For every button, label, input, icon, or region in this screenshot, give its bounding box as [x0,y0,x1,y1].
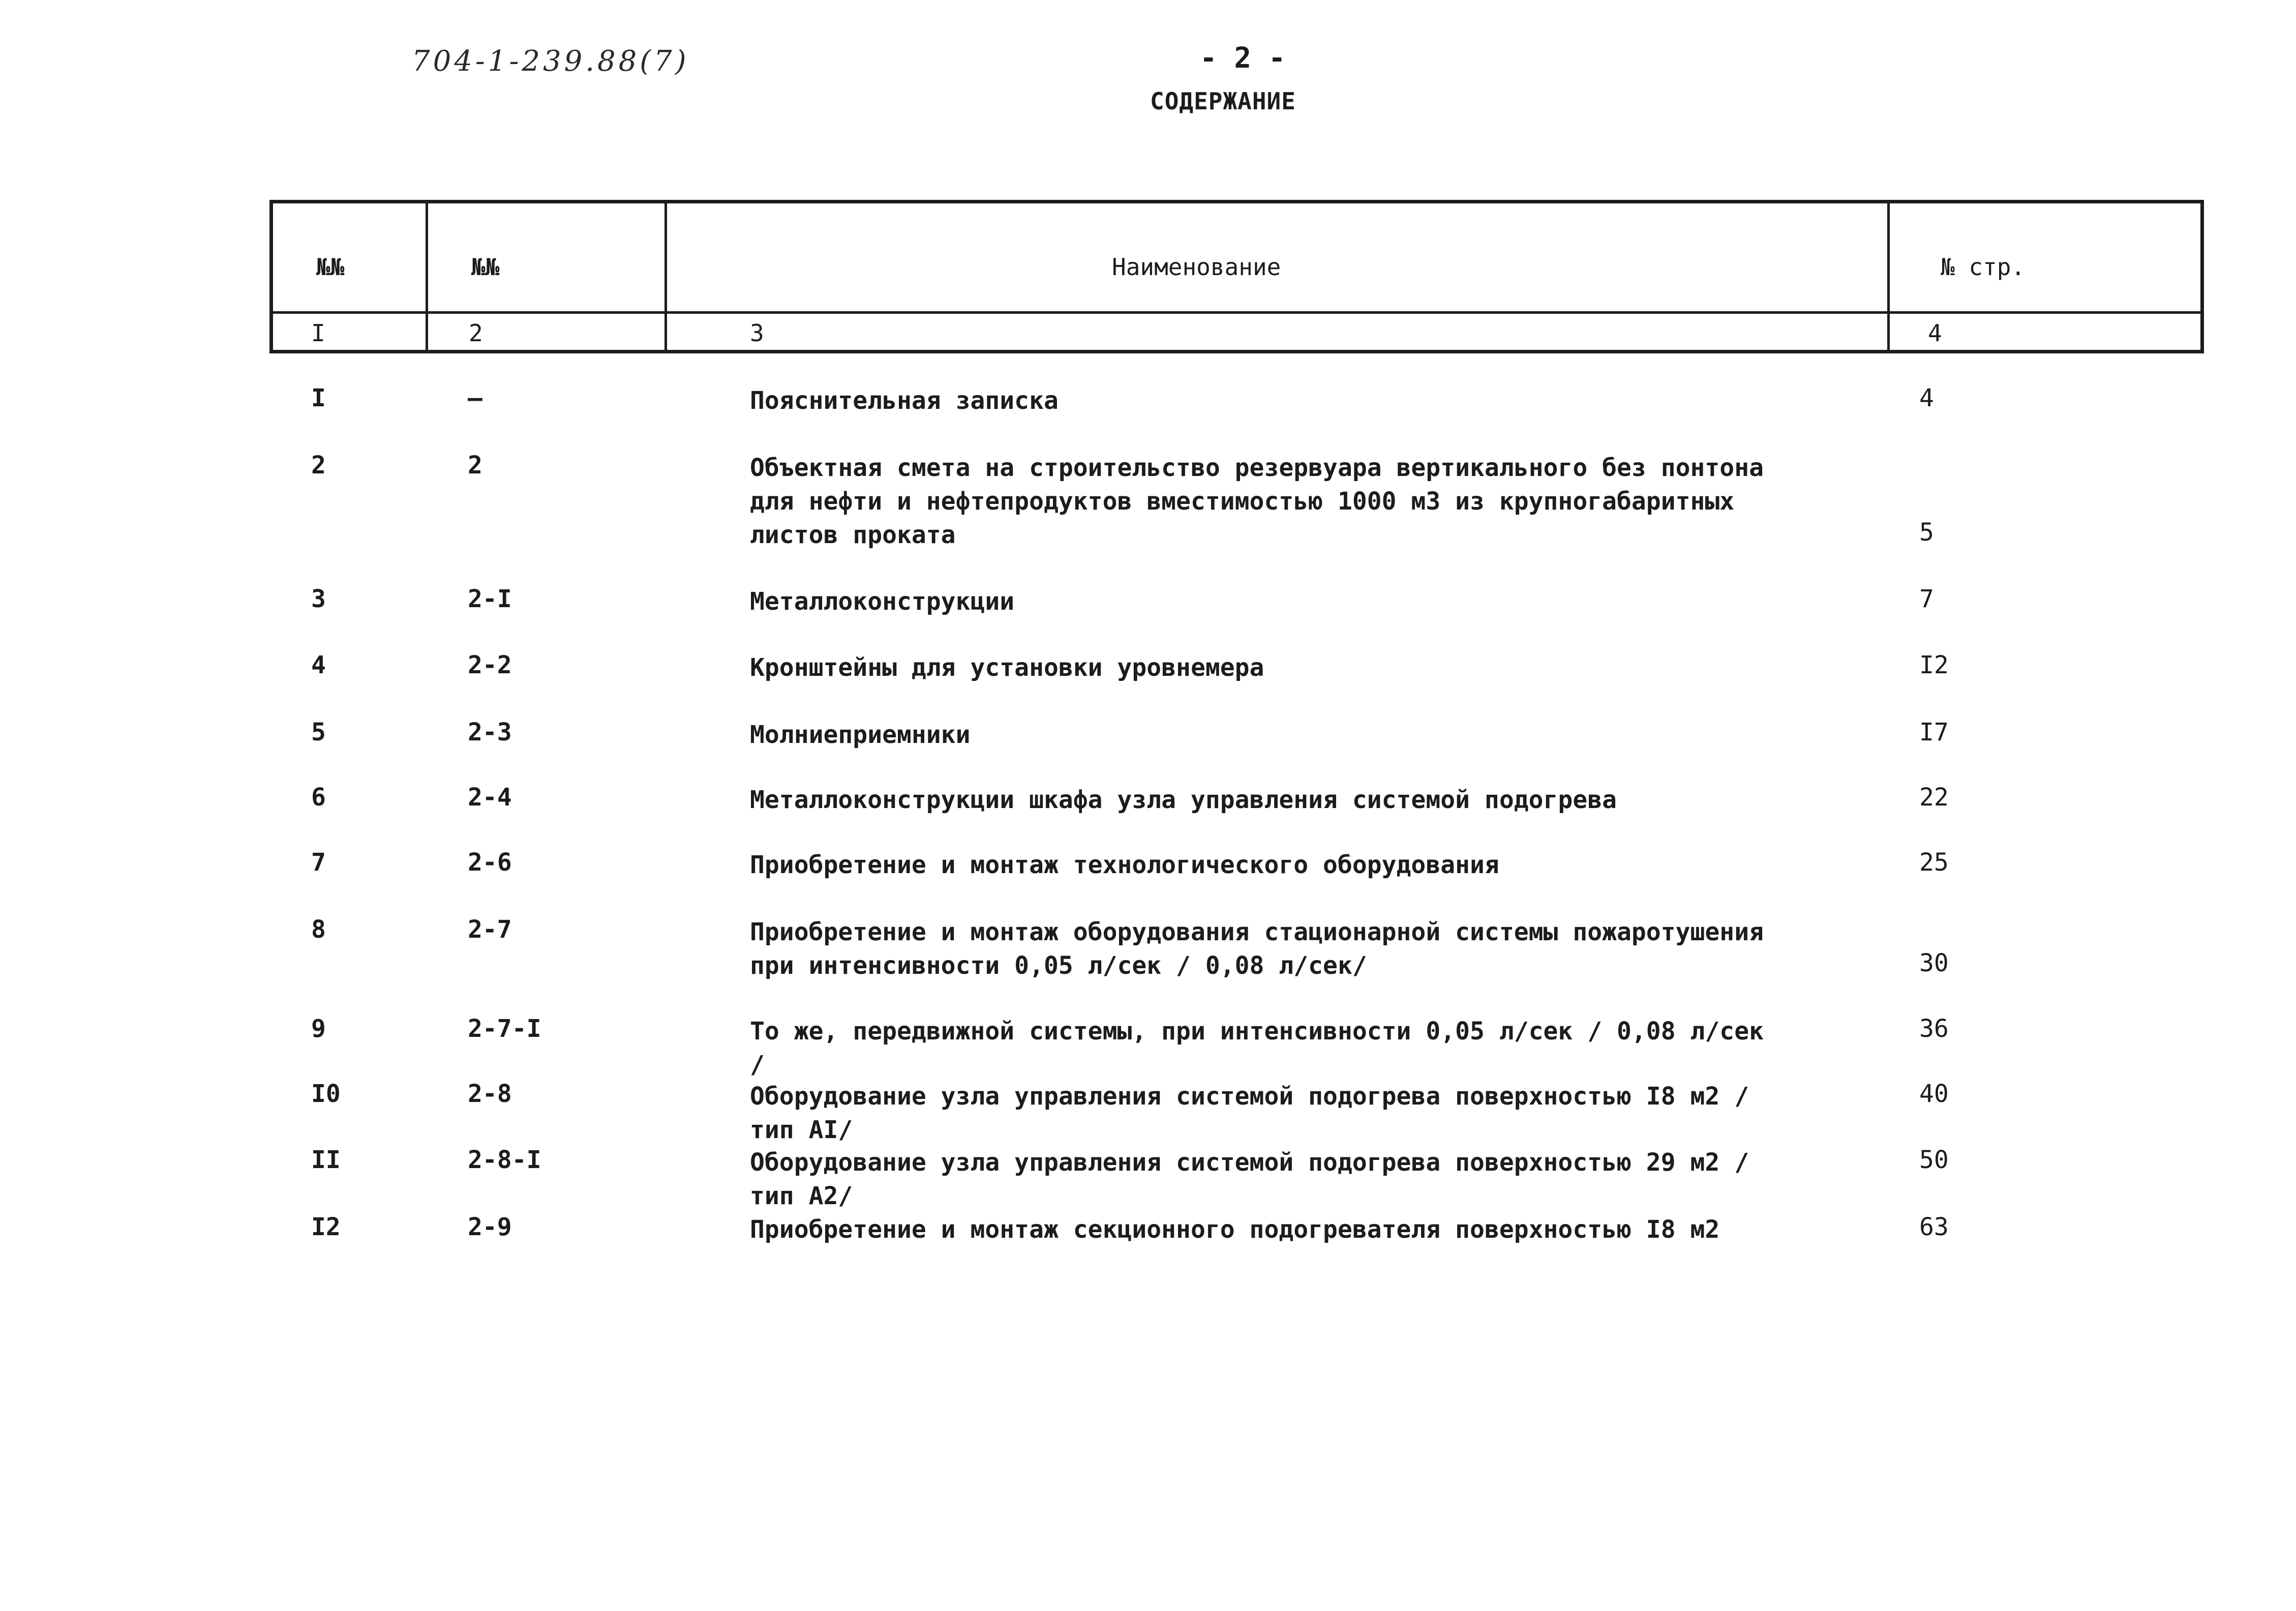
row-name: Объектная смета на строительство резервуара вертикального без понтона для нефти и нефтепродуктов вместимостью 1000 м3 из крупногабаритных листов проката [750,454,1764,549]
column-divider [1887,203,1890,350]
page-title: СОДЕРЖАНИЕ [1150,87,1296,115]
row-code: 2-3 [468,718,512,747]
row-number: 4 [311,651,326,679]
row-number: 7 [311,848,326,877]
column-number: I [311,319,325,347]
row-number: I2 [311,1213,341,1241]
column-number: 2 [469,319,483,347]
row-name: Кронштейны для установки уровнемера [750,653,1264,682]
row-code: 2-8 [468,1080,512,1108]
column-number: 4 [1928,319,1942,347]
row-code: – [468,384,482,412]
column-header-name: Наименование [1112,253,1281,281]
page-number: - 2 - [1200,42,1286,75]
row-page: 63 [1919,1213,1949,1241]
row-number: 9 [311,1015,326,1043]
column-divider [664,203,667,350]
table-header [269,200,2204,353]
row-code: 2-6 [468,848,512,877]
row-number: 3 [311,585,326,613]
row-number: I [311,384,326,412]
row-number: 5 [311,718,326,747]
column-number: 3 [750,319,764,347]
row-name: Металлоконструкции [750,587,1015,616]
row-number: II [311,1146,341,1174]
row-number: I0 [311,1080,341,1108]
row-code: 2-4 [468,783,512,812]
row-code: 2-7-I [468,1015,541,1043]
row-number: 6 [311,783,326,812]
row-code: 2-7 [468,915,512,944]
column-header-code: №№ [471,253,500,281]
row-page: 25 [1919,848,1949,877]
column-divider [426,203,428,350]
row-name: Оборудование узла управления системой подогрева поверхностью I8 м2 /тип AI/ [750,1082,1749,1144]
row-page: 30 [1919,949,1949,977]
row-name: Молниеприемники [750,721,971,749]
row-code: 2-I [468,585,512,613]
row-page: 50 [1919,1146,1949,1174]
row-name: Оборудование узла управления системой подогрева поверхностью 29 м2 / тип A2/ [750,1148,1749,1210]
row-page: I7 [1919,718,1949,747]
row-name: Приобретение и монтаж оборудования стационарной системы пожаротушения при интенсивности 0,05 л/сек / 0,08 л/сек/ [750,918,1764,980]
row-number: 8 [311,915,326,944]
header-divider [273,311,2200,314]
row-name: Приобретение и монтаж технологического оборудования [750,851,1499,879]
row-name: Приобретение и монтаж секционного подогревателя поверхностью I8 м2 [750,1215,1720,1244]
row-code: 2-8-I [468,1146,541,1174]
column-header-page: № стр. [1941,253,2026,281]
row-page: 22 [1919,783,1949,812]
row-page: 5 [1919,518,1934,547]
row-page: 36 [1919,1015,1949,1043]
row-name: Металлоконструкции шкафа узла управления системой подогрева [750,786,1617,814]
row-name: Пояснительная записка [750,386,1059,415]
row-page: 4 [1919,384,1934,412]
column-header-no: №№ [316,253,345,281]
row-page: 7 [1919,585,1934,613]
row-code: 2-9 [468,1213,512,1241]
row-number: 2 [311,451,326,480]
row-code: 2 [468,451,482,480]
row-name: То же, передвижной системы, при интенсивности 0,05 л/сек / 0,08 л/сек / [750,1017,1764,1079]
row-page: 40 [1919,1080,1949,1108]
row-code: 2-2 [468,651,512,679]
row-page: I2 [1919,651,1949,679]
document-code: 704-1-239.88(7) [412,45,689,78]
